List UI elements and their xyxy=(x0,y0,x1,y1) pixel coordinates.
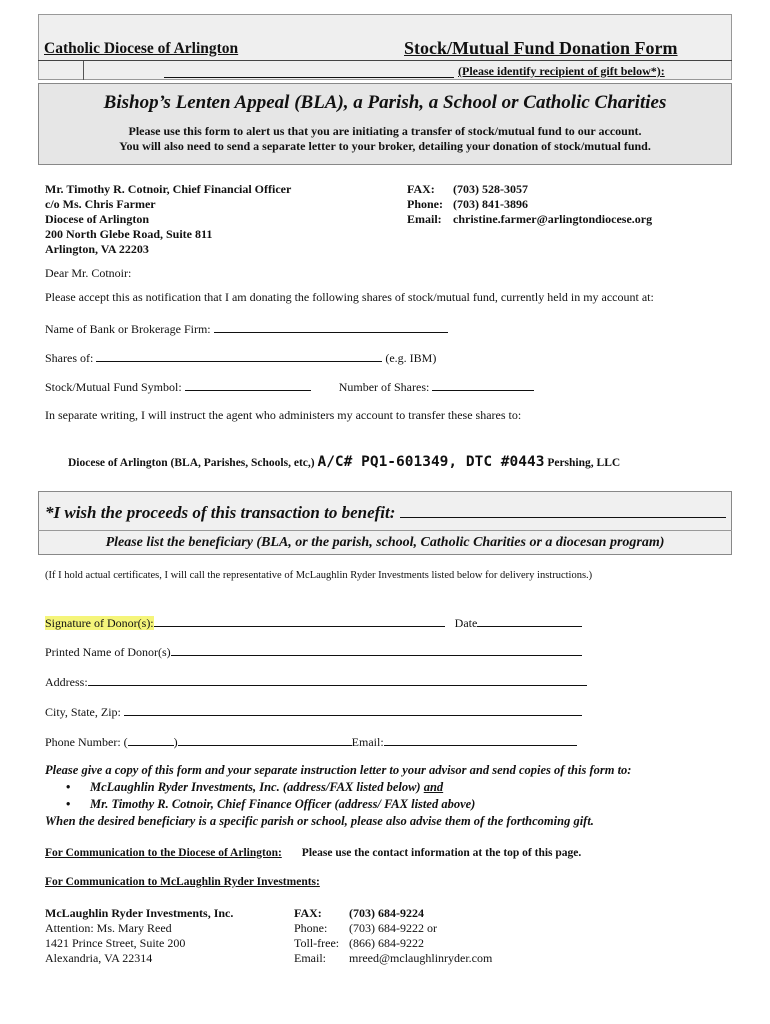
recipient-note: (Please identify recipient of gift below*): xyxy=(458,64,665,78)
email-address[interactable]: christine.farmer@arlingtondiocese.org xyxy=(453,212,653,226)
city-row xyxy=(45,703,582,720)
donor-address-row xyxy=(45,673,587,690)
diocese-contact-block xyxy=(407,182,652,227)
instructions-final: When the desired beneficiary is a specific parish or school, please also advise them of the forthcoming gift. xyxy=(45,814,594,828)
address-line: Mr. Timothy R. Cotnoir, Chief Financial Officer xyxy=(45,182,292,196)
salutation: Dear Mr. Cotnoir: xyxy=(45,266,132,280)
bank-row xyxy=(45,320,448,337)
bullet-item-cotnoir xyxy=(66,797,475,812)
phone-close-paren: ) xyxy=(173,735,178,749)
donor-address-input[interactable] xyxy=(88,673,587,686)
address-line: c/o Ms. Chris Farmer xyxy=(45,197,156,211)
account-number: A/C# PQ1-601349, DTC #0443 xyxy=(317,454,545,470)
recipient-blank-field[interactable] xyxy=(164,77,454,78)
mclaughlin-email[interactable]: mreed@mclaughlinryder.com xyxy=(349,951,493,965)
intro-text: Please accept this as notification that I am donating the following shares of stock/mutual fund, currently held in my account at: xyxy=(45,290,654,304)
mclaughlin-email-label: Email: xyxy=(294,951,326,965)
shares-input[interactable] xyxy=(96,349,382,362)
shares-row xyxy=(45,349,436,366)
communication-diocese-row xyxy=(45,847,581,859)
number-of-shares-label: Number of Shares: xyxy=(338,380,433,394)
header-divider xyxy=(38,60,732,61)
bullet2-text: Mr. Timothy R. Cotnoir, Chief Finance Officer (address/ FAX listed above) xyxy=(90,797,476,811)
date-label: Date xyxy=(454,616,478,630)
mclaughlin-name: McLaughlin Ryder Investments, Inc. xyxy=(45,906,234,920)
donor-email-label: Email: xyxy=(351,735,384,749)
signature-row xyxy=(45,614,582,631)
shares-example: (e.g. IBM) xyxy=(382,351,437,365)
beneficiary-input[interactable] xyxy=(400,503,726,518)
benefit-subtitle: Please list the beneficiary (BLA, or the parish, school, Catholic Charities or a diocesan program) xyxy=(105,535,665,550)
donor-address-label: Address: xyxy=(45,675,88,689)
mclaughlin-attention: Attention: Ms. Mary Reed xyxy=(45,921,172,935)
city-label: City, State, Zip: xyxy=(45,705,124,719)
appeal-instruction-2: You will also need to send a separate letter to your broker, detailing your donation of stock/mutual fund. xyxy=(119,139,651,153)
fax-label: FAX: xyxy=(407,182,435,196)
printed-name-input[interactable] xyxy=(171,643,582,656)
symbol-label: Stock/Mutual Fund Symbol: xyxy=(45,380,185,394)
communication-diocese-note: Please use the contact information at the top of this page. xyxy=(301,847,582,859)
signature-input[interactable] xyxy=(154,614,445,627)
email-label: Email: xyxy=(407,212,442,226)
mclaughlin-tollfree: (866) 684-9222 xyxy=(349,936,424,950)
printed-name-row xyxy=(45,643,582,660)
mclaughlin-street: 1421 Prince Street, Suite 200 xyxy=(45,936,186,950)
symbol-input[interactable] xyxy=(185,378,311,391)
diocese-address-block xyxy=(45,182,291,257)
header-side-rule xyxy=(83,61,84,80)
area-code-input[interactable] xyxy=(128,733,174,746)
phone-label: Phone: xyxy=(407,197,443,211)
appeal-instruction-1: Please use this form to alert us that you are initiating a transfer of stock/mutual fund to our account. xyxy=(128,124,642,138)
benefit-title: *I wish the proceeds of this transaction to benefit xyxy=(45,503,390,522)
donor-phone-input[interactable] xyxy=(178,733,352,746)
number-of-shares-input[interactable] xyxy=(432,378,534,391)
account-prefix: Diocese of Arlington (BLA, Parishes, Schools, etc,) xyxy=(68,457,318,469)
printed-name-label: Printed Name of Donor(s) xyxy=(45,645,171,659)
benefit-colon: : xyxy=(389,503,400,522)
bullet-icon: • xyxy=(66,797,71,811)
phone-email-row xyxy=(45,733,577,750)
mclaughlin-city: Alexandria, VA 22314 xyxy=(45,951,153,965)
donor-phone-label: Phone Number: ( xyxy=(45,735,128,749)
address-line: Arlington, VA 22203 xyxy=(45,242,149,256)
bullet-icon: • xyxy=(66,780,71,794)
mclaughlin-phone-label: Phone: xyxy=(294,921,328,935)
bank-label: Name of Bank or Brokerage Firm: xyxy=(45,322,214,336)
symbol-row xyxy=(45,378,534,395)
signature-label: Signature of Donor(s): xyxy=(45,616,154,630)
form-title: Stock/Mutual Fund Donation Form xyxy=(404,38,678,58)
bullet1-text: McLaughlin Ryder Investments, Inc. (address/FAX listed below) xyxy=(90,780,424,794)
communication-mclaughlin-label: For Communication to McLaughlin Ryder Investments: xyxy=(45,876,320,888)
mclaughlin-fax-label: FAX: xyxy=(294,906,322,920)
org-name: Catholic Diocese of Arlington xyxy=(44,40,239,57)
benefit-row xyxy=(45,503,726,523)
mclaughlin-tollfree-label: Toll-free: xyxy=(294,936,340,950)
mclaughlin-fax: (703) 684-9224 xyxy=(349,906,424,920)
account-line xyxy=(68,454,620,470)
bullet1-and: and xyxy=(423,780,444,794)
city-input[interactable] xyxy=(124,703,582,716)
appeal-title: Bishop’s Lenten Appeal (BLA), a Parish, a School or Catholic Charities xyxy=(103,92,667,113)
shares-label: Shares of: xyxy=(45,351,97,365)
donor-email-input[interactable] xyxy=(384,733,577,746)
phone-number: (703) 841-3896 xyxy=(453,197,528,211)
certificate-note: (If I hold actual certificates, I will call the representative of McLaughlin Ryder Investments listed below for delivery instructions.) xyxy=(45,570,593,581)
mclaughlin-contact-block xyxy=(294,906,492,966)
instruct-text: In separate writing, I will instruct the agent who administers my account to transfer these shares to: xyxy=(45,408,522,422)
fax-number: (703) 528-3057 xyxy=(453,182,528,196)
bank-input[interactable] xyxy=(214,320,448,333)
address-line: Diocese of Arlington xyxy=(45,212,149,226)
instructions-intro: Please give a copy of this form and your separate instruction letter to your advisor and send copies of this form to: xyxy=(45,763,632,777)
communication-diocese-label: For Communication to the Diocese of Arlington: xyxy=(45,847,282,859)
mclaughlin-address-block xyxy=(45,906,233,966)
mclaughlin-phone: (703) 684-9222 or xyxy=(349,921,437,935)
date-input[interactable] xyxy=(477,614,582,627)
address-line: 200 North Glebe Road, Suite 811 xyxy=(45,227,213,241)
benefit-divider xyxy=(38,530,732,531)
bullet-item-mclaughlin xyxy=(66,780,443,795)
account-suffix: Pershing, LLC xyxy=(544,457,621,469)
